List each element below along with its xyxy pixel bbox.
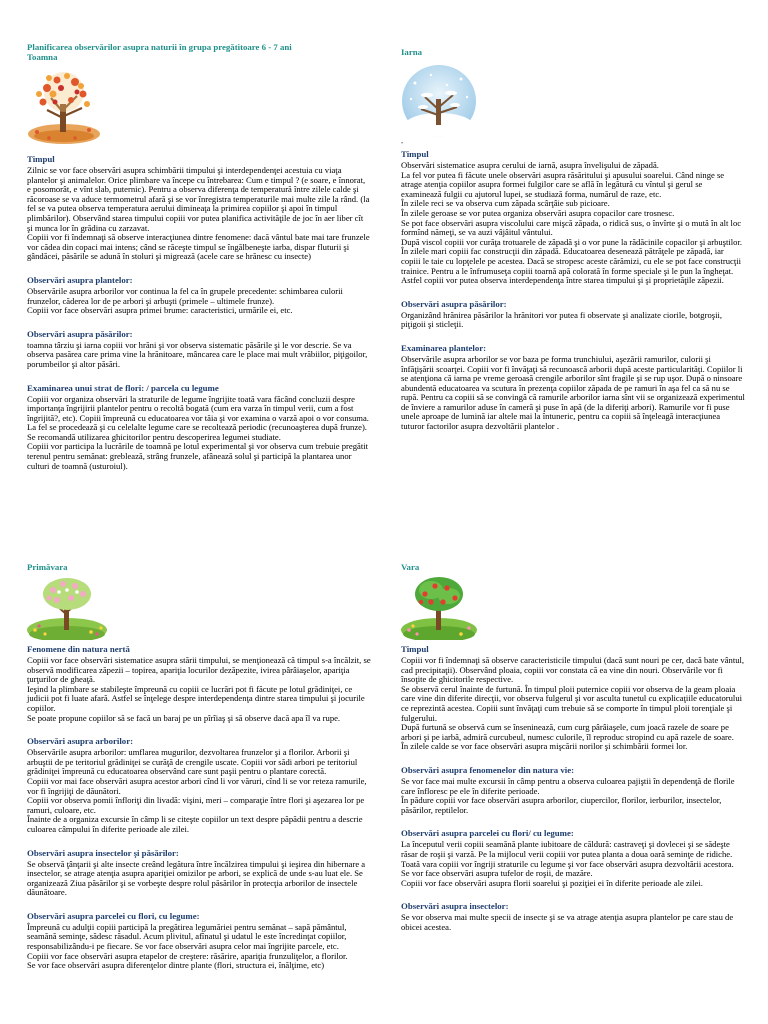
paragraph: Se observă ţânţarii şi alte insecte creând legătura între încălzirea timpului şi ieşirea din hibernare a insectelor, se atrage atenţia asupra apariţiei omizilor pe arbori, se explică de unde s-au luat ele. Se organizează Ziua păsărilor şi se vorbeşte despre rolul păsărilor în protecţia arborilor de insectele dăunătoare. (27, 858, 366, 898)
winter-plants-section (401, 343, 745, 432)
paragraph: Copiii vor face observări asupra primei brume: caracteristici, urmările ei, etc. (27, 305, 293, 316)
paragraph: Observări sistematice asupra cerului de iarnă, asupra învelişului de zăpadă. (401, 160, 659, 170)
bullet-mark: • (401, 141, 404, 147)
paragraph: Toată vara copiii vor îngriji straturile cu legume şi vor face observări asupra dezvoltării acestora. (401, 858, 734, 869)
paragraph: Se vor face observări asupra tufelor de roşii, de mazăre. (401, 868, 593, 879)
paragraph: Se observă cerul înainte de furtună. În timpul ploii puternice copiii vor observa de la geam ploaia care vine din diferite direcţii, vor observa fulgerul şi vor asculta tunetul cu explicaţiile educatorului ce reprezintă acestea. Copiii sunt învăţaţi cum trebuie să se comporte în timpul ploii torenţiale şi fulgerului. (401, 683, 742, 723)
paragraph: Zilnic se vor face observări asupra schimbării timpului şi interdependenţei acestuia cu viaţa plantelor şi animalelor. Orice plimbare va începe cu întrebarea: Cum e timpul ? (e soare, e înnorat, e posomorât, e vînt slab, puternic). Pentru a observa diferenţa de temperatură între zilele calde şi răcoroase se va aduce termometrul afară şi se vor înregistra temperaturile mai multe zile la rând. (la fel se va putea observa temperatura aerului dimineaţa la primirea copiilor şi apoi în timpul plimbărilor). Observând starea timpului copiii vor putea planifica activităţile de joc în aer liber cît şi munca lor în grădina cu zarzavat. (27, 165, 370, 233)
autumn-weather-section (27, 154, 371, 262)
paragraph: Se vor face observări asupra diferenţelor dintre plante (flori, structura ei, înălţime, etc) (27, 960, 325, 971)
paragraph: La fel vor putea fi făcute unele observări asupra răsăritului şi apusului soarelui. Când ninge se atrage atenţia copiilor asupra formei fulgilor care se află în legătură cu vîntul şi gerul se examinează fulgii cu ajutorul lupei, se studiază forma, numărul de raze, etc. (401, 169, 725, 199)
paragraph: Se vor face mai multe excursii în câmp pentru a observa culoarea pajiştii în dependenţă de florile care înfloresc pe ele în diferite perioade. (401, 775, 735, 796)
paragraph: În zilele mari copiii fac construcţii din zăpadă. Educatoarea desenează pătrăţele pe zăpadă, iar copiii le taie cu lopţelele pe acestea. Dacă se stropesc aceste cărămizi, cu ele se pot face construcţii trainice. Pentru a le înfrumuseţa copiii toarnă apă colorată în forme speciale şi le pun la îngheţat. Astfel copiii vor putea observa interdependenţa între starea timpului şi şi proprietăţile zăpezii. (401, 246, 741, 286)
autumn-title: Toamna (27, 52, 58, 62)
paragraph: În pădure copiii vor face observări asupra arborilor, ciupercilor, florilor, ierburilor, insectelor, păsărilor, reptilelor. (401, 795, 722, 815)
spring-trees-section (27, 736, 371, 834)
spring-column (27, 562, 371, 971)
section-heading: Fenomene din natura nertă (27, 644, 130, 654)
paragraph: Copiii vor fi îndemnaţi să observe caracteristicile timpului (dacă sunt nouri pe cer, dacă bate vântul, cad precipitaţii). Observând ploaia, copiii vor constata că ea vine din nouri. Observările vor fi însoţite de ghicitorile respective. (401, 655, 745, 685)
paragraph: Organizând hrănirea păsărilor la hrănitori vor putea fi observate şi analizate ciorile, botgroşii, piţigoii şi sticleţii. (401, 309, 723, 330)
paragraph: Copiii vor mai face observări asupra acestor arbori cînd li vor văruri, cînd li se vor reteza ramurile, vor fi îngrijiţi de dăunători. (27, 775, 367, 796)
winter-title: Iarna (401, 47, 423, 57)
spring-insects-section (27, 848, 371, 898)
spring-weather-section (27, 644, 371, 723)
paragraph: Copiii vor organiza observări la straturile de legume îngrijite toată vara făcând concluzii despre importanţa îngrijirii plantelor pentru o recoltă bogată (cum era varza în timpul verii, cum a fost îngrijită?, etc). Copiii împreună cu educatoarea vor tăia şi vor examina o varză apoi o vor consuma. La fel se procedează şi cu celelalte legume care se recoltează periodic (recunoaşterea după frunze). Se recomandă utilizarea ghicitorilor pentru descoperirea legumei studiate. (27, 393, 369, 442)
summer-garden-section (401, 828, 745, 888)
paragraph: Copiii vor face observări sistematice asupra stării timpului, se menţionează că timpul s-a încălzit, se observă modificarea zăpezii – topirea, apariţia locurilor dezăpezite, ivirea pârâiaşelor, apariţia ţurţurilor de gheaţă. (27, 655, 371, 685)
summer-insects-section (401, 901, 745, 932)
section-heading: Examinarea plantelor: (401, 342, 487, 353)
section-heading: Observări asupra plantelor: (27, 274, 133, 285)
section-heading: Observări asupra parcelei cu flori/ cu legume: (401, 828, 574, 839)
paragraph: Înainte de a organiza excursie în câmp li se citeşte copiilor un text despre păpădii pentru a descrie culoarea câmpului în diferite perioade ale zilei. (27, 814, 363, 834)
paragraph: Copiii vor face observări asupra florii soarelui şi poziţiei ei în diferite perioade ale zilei. (401, 877, 703, 888)
paragraph: La începutul verii copiii seamănă plante iubitoare de căldură: castraveţi şi dovlecei şi se sădeşte răsar de roşii şi varză. Pe la mijlocul verii copiii vor putea planta a doua oară seminţe de ridiche. (401, 839, 733, 859)
paragraph: După viscol copiii vor curăţa trotuarele de zăpadă şi o vor pune la rădăcinile copacilor şi arbuştilor. (401, 236, 742, 247)
paragraph: Împreună cu adulţii copiii participă la pregătirea legumăriei pentru semănat – sapă pământul, seamănă seminţe, sădesc răsadul. Acum plivitul, afînatul şi udatul le este încredinţat copiilor, responsabilizându-i pe fiecare. Se vor face observări asupra celor mai îngrijite parcele, etc. (27, 921, 347, 952)
summer-tree-illustration (401, 576, 745, 640)
section-heading: Observări asupra insectelor şi păsărilor: (27, 847, 179, 858)
paragraph: În zilele reci se va observa cum zăpada scârţâie sub picioare. (401, 198, 610, 209)
spring-title: Primăvara (27, 562, 68, 572)
section-heading: Timpul (401, 644, 429, 654)
section-heading: Observări asupra parcelei cu flori, cu legume: (27, 910, 200, 921)
winter-weather-section (401, 149, 745, 286)
section-heading: Timpul (401, 149, 429, 159)
paragraph: Se poate propune copiilor să se facă un baraj pe un pîrîiaş şi să observe dacă apa îl va rupe. (27, 712, 341, 723)
section-heading: Observări asupra păsărilor: (27, 328, 133, 339)
page-title: Planificarea observărilor asupra naturii în grupa pregătitoare 6 - 7 ani (27, 42, 292, 52)
autumn-birds-section (27, 329, 371, 370)
summer-nature-section (401, 765, 745, 815)
autumn-garden-section (27, 383, 371, 472)
paragraph: toamna târziu şi iarna copiii vor hrăni şi vor observa sistematic păsările şi le vor descrie. Se va observa pasărea care prima vine la hrănitoare, mâncarea care le place mai mult vrăbiilor, piţigoilor, porumbeilor şi altor păsări. (27, 339, 368, 369)
spring-garden-section (27, 911, 371, 971)
section-heading: Timpul (27, 154, 55, 164)
paragraph: Copiii vor face observări asupra etapelor de creştere: răsărire, apariţia frunzuliţelor, a florilor. (27, 950, 348, 961)
paragraph: Ieşind la plimbare se stabileşte împreună cu copiii ce lucrări pot fi făcute pe lotul grădiniţei, ce judicii pot fi luate afară. Astfel se înţelege despre interdependenţa dintre starea timpului şi jocurile copiilor. (27, 683, 365, 713)
paragraph: Se pot face observări asupra viscolului care mişcă zăpada, o ridică sus, o învîrte şi o mută în alt loc formînd nămeţi, se va auzi vâjâitul vântului. (401, 217, 742, 238)
spring-tree-illustration (27, 576, 371, 640)
section-heading: Observări asupra insectelor: (401, 901, 509, 912)
paragraph: Copiii vor observa pomii înfloriţi din livadă: vişini, meri – comparaţie între flori şi aşezarea lor pe ramuri, culoare, etc. (27, 795, 365, 815)
winter-column (401, 47, 745, 432)
autumn-plants-section (27, 275, 371, 316)
paragraph: În zilele calde se vor face observări asupra mişcării norilor şi schimbării formei lor. (401, 741, 688, 752)
paragraph: După furtună se observă cum se înseninează, cum curg pârâiaşele, cum joacă razele de soare pe arbori şi pe iarbă, admiră curcubeul, numesc culorile, îl reproduc stropind cu apă razele de soare. (401, 722, 734, 742)
winter-birds-section (401, 299, 745, 330)
section-heading: Observări asupra fenomenelor din natura vie: (401, 764, 575, 775)
section-heading: Observări asupra păsărilor: (401, 298, 507, 309)
paragraph: Observările asupra arborilor se vor baza pe forma trunchiului, aşezării ramurilor, culorii şi înfăţişării scoarţei. Copiii vor fi învăţaţi să recunoască arborii după aceste particularităţi. Copiilor li se atenţiona că iarna pe vreme geroasă crengile arborilor sînt fragile şi se rup uşor. După o ninsoare abundentă educatoarea va scutura în prezenţa copiilor zăpada de pe ramuri în aşa fel ca să nu se rupă. Pentru ca copiii să se convingă că ramurile arborilor iarna sînt vii se organizează experimentul de înviere a ramurilor aduse în cameră şi puse în apă (de la diferiţi arbori). Ramurile vor fi puse unele aproape de lumină iar altele mai la întuneric, pentru ca copiii să înţeleagă interacţiunea tuturor factorilor asupra dezvoltării plantelor . (401, 353, 745, 432)
autumn-tree-illustration (27, 66, 371, 146)
paragraph: Observările asupra arborilor vor continua la fel ca în grupele precedente: schimbarea culorii frunzelor, căderea lor de pe arbori şi arbuşti (primele – ultimele frunze). (27, 285, 343, 306)
paragraph: Observările asupra arborilor: umflarea mugurilor, dezvoltarea frunzelor şi a florilor. Arborii şi arbuştii de pe teritoriul grădiniţei se curăţă de crengile uscate. Copiii vor sădi arbori pe teritoriul grădiniţei împreună cu educatoarea observând care sunt paşii pentru o plantare corectă. (27, 747, 358, 777)
summer-weather-section (401, 644, 745, 752)
paragraph: În zilele geroase se vor putea organiza observări asupra copacilor care trosnesc. (401, 207, 675, 218)
section-heading: Examinarea unui strat de flori: / parcela cu legume (27, 382, 219, 393)
summer-title: Vara (401, 562, 420, 572)
paragraph: Copiii vor fi îndemnaţi să observe interacţiunea dintre fenomene: dacă vântul bate mai tare frunzele vor cădea din copaci mai intens; când se răceşte timpul se îngălbeneşte iarba, dispar fluturii şi gândăcei, păsările se adună în stoluri şi migrează (acele care se hrănesc cu insecte) (27, 232, 370, 262)
autumn-column (27, 42, 371, 471)
paragraph: Copiii vor participa la lucrările de toamnă pe lotul experimental şi vor observa cum trebuie pregătit terenul pentru semănat: greblează, strâng frunzele, afânează solul şi participă la plantarea unor culturi de toamnă (usturoiul). (27, 441, 369, 471)
winter-tree-illustration (401, 63, 745, 139)
summer-column (401, 562, 745, 932)
section-heading: Observări asupra arborilor: (27, 736, 134, 747)
paragraph: Se vor observa mai multe specii de insecte şi se va atrage atenţia asupra plantelor pe care stau de obicei acestea. (401, 912, 734, 932)
